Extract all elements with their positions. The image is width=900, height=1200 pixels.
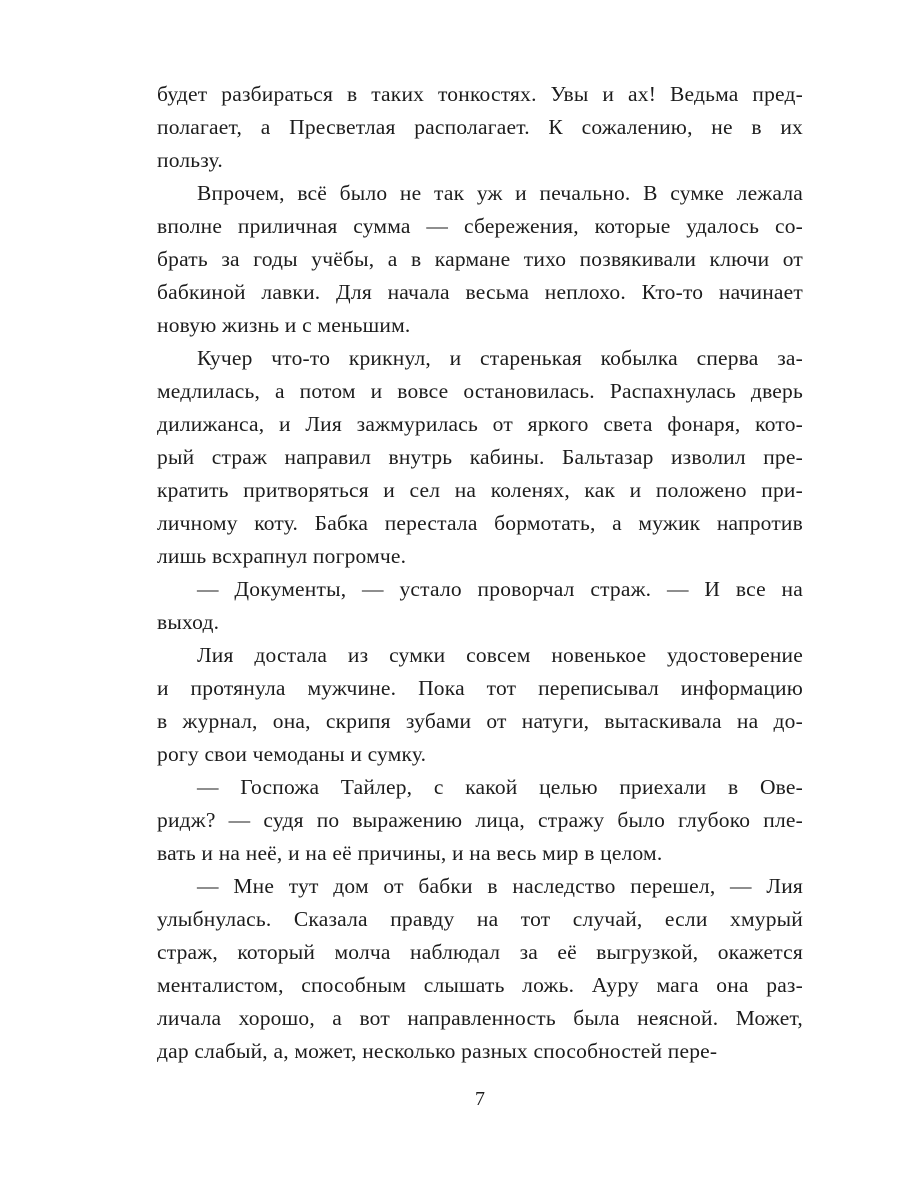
text-line: полагает, а Пресветлая располагает. К сожалению, не в их	[157, 115, 803, 139]
text-line: личному коту. Бабка перестала бормотать, а мужик напротив	[157, 511, 803, 535]
text-line: менталистом, способным слышать ложь. Ауру мага она раз-	[157, 973, 803, 997]
paragraph	[157, 771, 803, 870]
text-line: Лия достала из сумки совсем новенькое удостоверение	[197, 643, 803, 667]
text-line: дилижанса, и Лия зажмурилась от яркого света фонаря, кото-	[157, 412, 803, 436]
text-line: Кучер что-то крикнул, и старенькая кобылка сперва за-	[197, 346, 803, 370]
text-line: вать и на неё, и на её причины, и на весь мир в целом.	[157, 841, 663, 865]
text-line: — Мне тут дом от бабки в наследство перешел, — Лия	[197, 874, 803, 898]
text-block	[157, 78, 803, 1068]
text-line: бабкиной лавки. Для начала весьма неплохо. Кто-то начинает	[157, 280, 803, 304]
text-line: кратить притворяться и сел на коленях, как и положено при-	[157, 478, 803, 502]
paragraph	[157, 639, 803, 771]
text-line: будет разбираться в таких тонкостях. Увы и ах! Ведьма пред-	[157, 82, 803, 106]
text-line: лишь всхрапнул погромче.	[157, 544, 407, 568]
paragraph	[157, 342, 803, 573]
text-line: брать за годы учёбы, а в кармане тихо позвякивали ключи от	[157, 247, 803, 271]
text-line: личала хорошо, а вот направленность была неясной. Может,	[157, 1006, 803, 1030]
text-line: — Документы, — устало проворчал страж. — И все на	[197, 577, 803, 601]
paragraph	[157, 573, 803, 639]
text-line: рогу свои чемоданы и сумку.	[157, 742, 427, 766]
text-line: выход.	[157, 610, 220, 634]
text-line: пользу.	[157, 148, 223, 172]
text-line: рый страж направил внутрь кабины. Бальтазар изволил пре-	[157, 445, 803, 469]
paragraph	[157, 870, 803, 1068]
text-line: — Госпожа Тайлер, с какой целью приехали в Ове-	[197, 775, 803, 799]
paragraph	[157, 177, 803, 342]
text-line: вполне приличная сумма — сбережения, которые удалось со-	[157, 214, 803, 238]
paragraph	[157, 78, 803, 177]
text-line: дар слабый, а, может, несколько разных способностей пере-	[157, 1039, 718, 1063]
text-line: и протянула мужчине. Пока тот переписывал информацию	[157, 676, 803, 700]
page-number: 7	[475, 1088, 485, 1110]
text-line: новую жизнь и с меньшим.	[157, 313, 411, 337]
text-line: страж, который молча наблюдал за её выгрузкой, окажется	[157, 940, 803, 964]
text-line: Впрочем, всё было не так уж и печально. В сумке лежала	[197, 181, 803, 205]
text-line: ридж? — судя по выражению лица, стражу было глубоко пле-	[157, 808, 803, 832]
text-line: улыбнулась. Сказала правду на тот случай, если хмурый	[157, 907, 803, 931]
text-line: медлилась, а потом и вовсе остановилась. Распахнулась дверь	[157, 379, 803, 403]
text-line: в журнал, она, скрипя зубами от натуги, вытаскивала на до-	[157, 709, 803, 733]
